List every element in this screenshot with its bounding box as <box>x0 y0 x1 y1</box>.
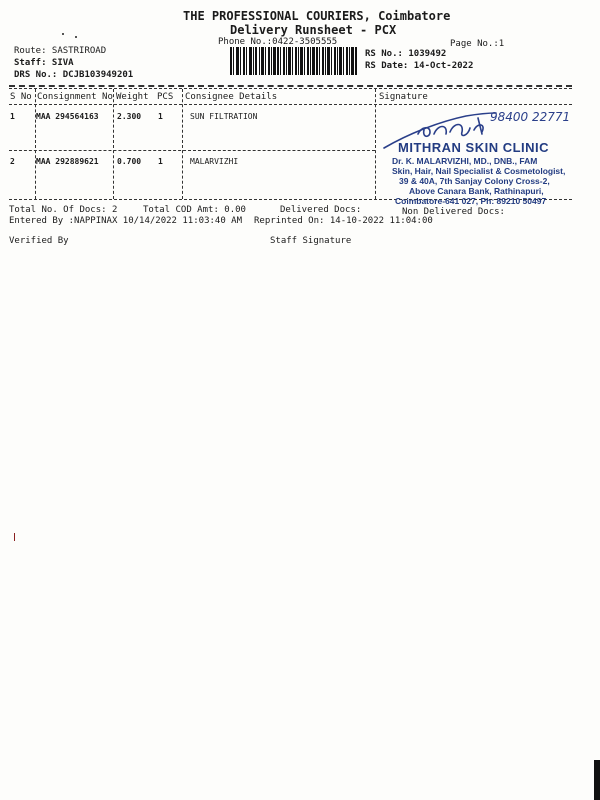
col-divider <box>113 89 114 199</box>
print-speck <box>75 36 77 38</box>
row-consignment: MAA 294564163 <box>36 112 99 121</box>
stamp-line: Coimbatore-641 027, Ph: 89210 50497 <box>395 196 547 206</box>
scan-speck <box>14 533 15 541</box>
stamp-line: Above Canara Bank, Rathinapuri, <box>409 186 544 196</box>
rs-number <box>365 49 446 59</box>
table-top-rule-2 <box>9 88 572 89</box>
rs-number-value: 1039492 <box>408 49 447 59</box>
stamp-line: 39 & 40A, 7th Sanjay Colony Cross-2, <box>399 176 550 186</box>
verified-by: Verified By <box>9 236 69 246</box>
scan-edge-shadow <box>594 760 600 800</box>
staff-signature: Staff Signature <box>270 236 352 246</box>
non-delivered-docs: Non Delivered Docs: <box>402 207 505 217</box>
staff-label: Staff: SIVA <box>14 58 74 68</box>
entered-by: Entered By :NAPPINAX 10/14/2022 11:03:40 AM <box>9 216 242 226</box>
header-pcs: PCS <box>157 92 174 102</box>
page-number: Page No.:1 <box>450 39 505 49</box>
row-pcs: 1 <box>158 157 163 166</box>
phone-number: Phone No.:0422-3505555 <box>218 37 338 47</box>
table-top-rule <box>9 85 572 87</box>
header-weight: Weight <box>116 92 149 102</box>
stamp-title: MITHRAN SKIN CLINIC <box>398 140 550 155</box>
route-label: Route: SASTRIROAD <box>14 46 107 56</box>
row-consignee: SUN FILTRATION <box>190 112 258 121</box>
clinic-stamp <box>382 140 597 206</box>
col-divider <box>182 89 183 199</box>
runsheet-title: Delivery Runsheet - PCX <box>230 23 397 37</box>
rs-date: RS Date: 14-Oct-2022 <box>365 61 474 71</box>
row-consignee: MALARVIZHI <box>190 157 239 166</box>
header-signature: Signature <box>379 92 428 102</box>
row-weight: 0.700 <box>117 157 142 166</box>
total-cod: Total COD Amt: 0.00 <box>143 205 246 215</box>
stamp-line: Skin, Hair, Nail Specialist & Cosmetologist, <box>392 166 566 176</box>
company-title: THE PROFESSIONAL COURIERS, Coimbatore <box>183 9 451 23</box>
barcode <box>230 47 358 75</box>
row-separator <box>9 150 375 151</box>
handwritten-phone: 98400 22771 <box>490 110 571 124</box>
reprinted-on: Reprinted On: 14-10-2022 11:04:00 <box>254 216 433 226</box>
print-speck <box>62 33 64 35</box>
stamp-line: Dr. K. MALARVIZHI, MD., DNB., FAM <box>392 156 538 166</box>
row-sno: 2 <box>10 157 15 166</box>
row-weight: 2.300 <box>117 112 142 121</box>
col-divider <box>35 89 36 199</box>
row-consignment: MAA 292889621 <box>36 157 99 166</box>
header-sno: S No <box>10 92 32 102</box>
col-divider <box>375 89 376 199</box>
drs-number: DRS No.: DCJB103949201 <box>14 70 134 80</box>
rs-number-label: RS No.: <box>365 49 403 59</box>
row-sno: 1 <box>10 112 15 121</box>
total-docs: Total No. Of Docs: 2 <box>9 205 118 215</box>
row-pcs: 1 <box>158 112 163 121</box>
delivered-docs: Delivered Docs: <box>280 205 362 215</box>
header-consignment: Consignment No <box>37 92 113 102</box>
header-consignee: Consignee Details <box>185 92 278 102</box>
